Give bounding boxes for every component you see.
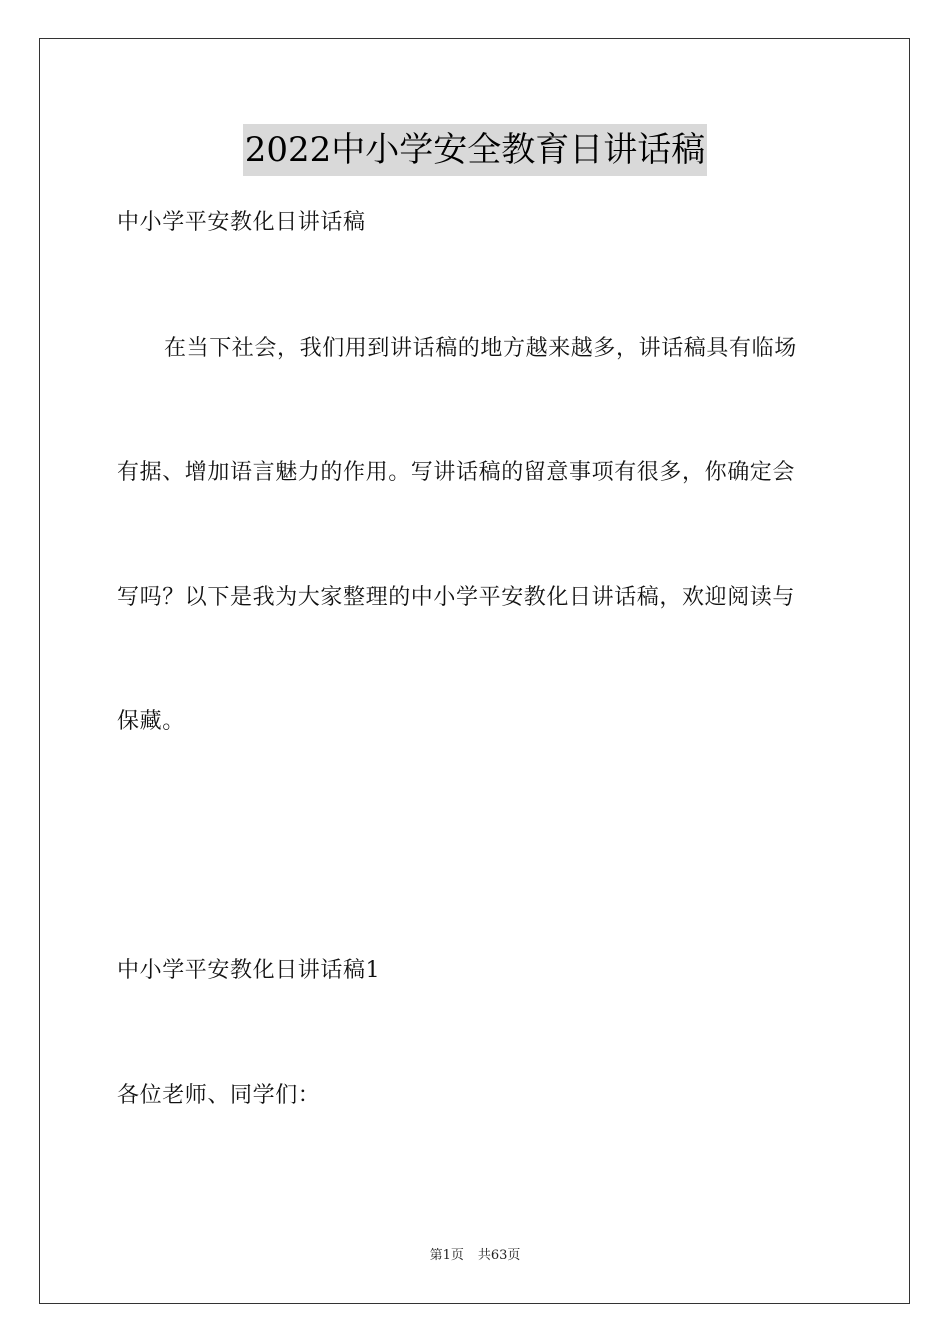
section-heading: 中小学平安教化日讲话稿1 bbox=[117, 958, 381, 983]
intro-line-4: 保藏。 bbox=[117, 709, 185, 734]
document-subtitle: 中小学平安教化日讲话稿 bbox=[117, 210, 366, 235]
document-title: 2022中小学安全教育日讲话稿 bbox=[243, 124, 708, 176]
intro-line-3: 写吗？以下是我为大家整理的中小学平安教化日讲话稿，欢迎阅读与 bbox=[117, 585, 796, 610]
page-total: 共63页 bbox=[477, 1248, 521, 1263]
page-footer bbox=[0, 1247, 950, 1265]
title-container bbox=[0, 124, 950, 176]
greeting: 各位老师、同学们： bbox=[117, 1083, 321, 1108]
intro-line-1: 在当下社会，我们用到讲话稿的地方越来越多，讲话稿具有临场 bbox=[164, 336, 797, 361]
page-number: 第1页 bbox=[429, 1248, 464, 1263]
intro-line-2: 有据、增加语言魅力的作用。写讲话稿的留意事项有很多，你确定会 bbox=[117, 460, 796, 485]
